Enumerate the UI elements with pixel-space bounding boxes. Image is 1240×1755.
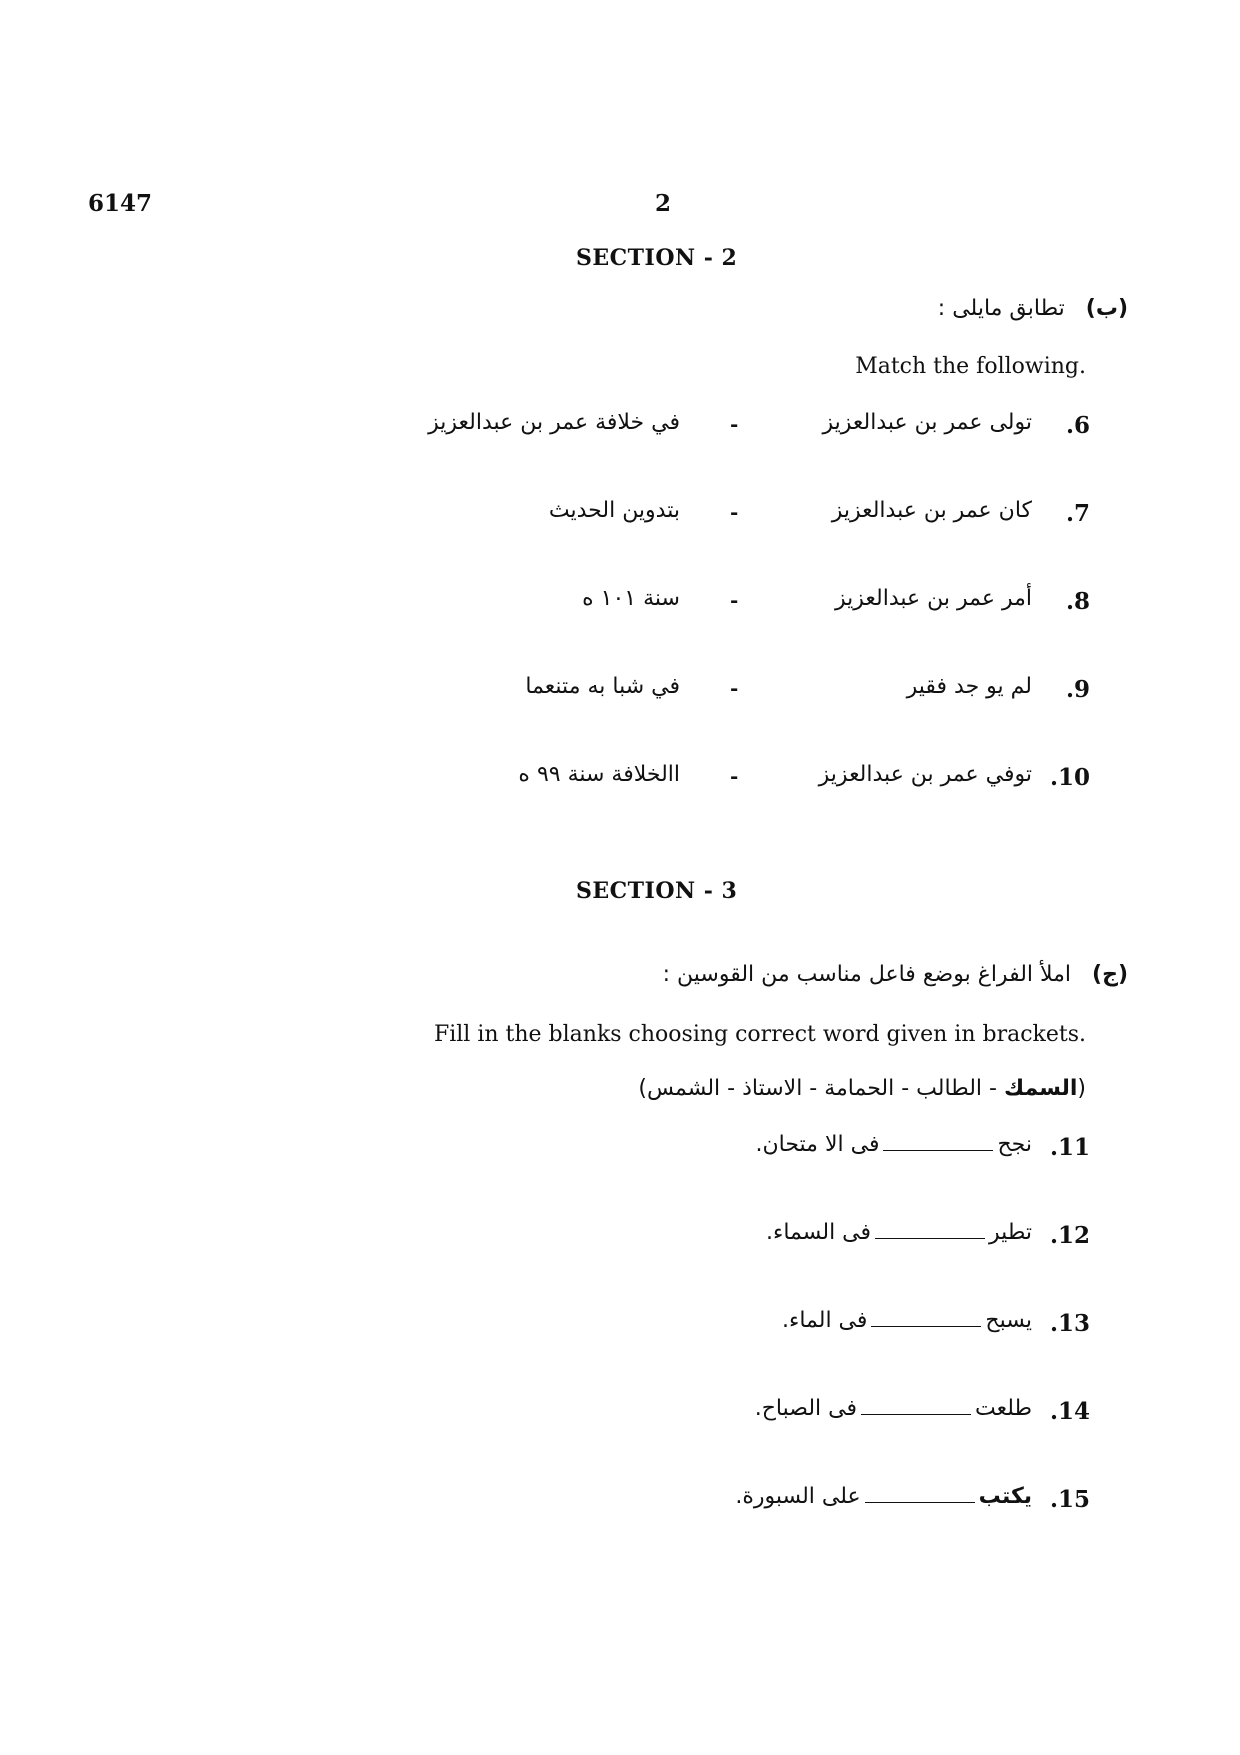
page-number: 2 <box>655 190 672 217</box>
section-2-instruction-ar: تطابق مايلی : <box>937 296 1065 321</box>
section-2-instruction-en: Match the following. <box>855 354 1086 379</box>
blank-sentence <box>755 1396 1032 1421</box>
question-number: .13 <box>1049 1310 1090 1337</box>
sentence-before: تطير <box>989 1220 1032 1245</box>
section-2-label: (ب) <box>1085 296 1128 321</box>
sentence-after: فی الصباح. <box>754 1396 857 1421</box>
match-dash: - <box>730 676 739 700</box>
question-number: .12 <box>1049 1222 1090 1249</box>
section-3-label: (ج) <box>1092 962 1128 987</box>
match-dash: - <box>730 500 739 524</box>
match-left-item: تولی عمر بن عبدالعزیز <box>822 410 1032 435</box>
match-left-item: کان عمر بن عبدالعزیز <box>831 498 1032 523</box>
answer-blank <box>883 1150 993 1151</box>
blank-sentence <box>755 1132 1032 1157</box>
paper-code: 6147 <box>88 190 153 217</box>
word-options <box>638 1076 1086 1101</box>
match-dash: - <box>730 764 739 788</box>
match-dash: - <box>730 588 739 612</box>
sentence-before: يسبح <box>985 1308 1032 1333</box>
match-right-item: سنة ١٠١ ه <box>582 586 680 611</box>
option-words-rest: - الطالب - الحمامة - الاستاذ - الشمس <box>646 1076 1004 1101</box>
question-number: .14 <box>1049 1398 1090 1425</box>
match-dash: - <box>730 412 739 436</box>
match-right-item: بتدوين الحديث <box>548 498 680 523</box>
sentence-before: يكتب <box>978 1484 1032 1509</box>
match-right-item: في شبا به متنعما <box>525 674 680 699</box>
question-number: .10 <box>1049 764 1090 791</box>
question-number: .6 <box>1065 412 1090 439</box>
blank-sentence <box>766 1220 1032 1245</box>
question-number: .9 <box>1065 676 1090 703</box>
section-3-instruction-ar-line <box>663 962 1128 987</box>
section-3-instruction-ar: املأ الفراغ بوضع فاعل مناسب من القوسين : <box>662 962 1072 987</box>
section-3-instruction-en: Fill in the blanks choosing correct word given in brackets. <box>433 1022 1086 1047</box>
sentence-before: طلعت <box>974 1396 1032 1421</box>
blank-sentence <box>735 1484 1032 1509</box>
option-word-first: السمك <box>1003 1076 1078 1101</box>
answer-blank <box>875 1238 985 1239</box>
answer-blank <box>871 1326 981 1327</box>
question-number: .7 <box>1065 500 1090 527</box>
sentence-before: نجح <box>997 1132 1032 1157</box>
question-number: .8 <box>1065 588 1090 615</box>
match-left-item: أمر عمر بن عبدالعزیز <box>834 586 1032 611</box>
section-2-heading: SECTION - 2 <box>576 245 738 271</box>
sentence-after: فی السماء. <box>765 1220 872 1245</box>
sentence-after: فی الماء. <box>781 1308 868 1333</box>
match-right-item: في خلافة عمر بن عبدالعزيز <box>428 410 680 435</box>
sentence-after: فی الا متحان. <box>755 1132 880 1157</box>
question-number: .11 <box>1049 1134 1090 1161</box>
match-right-item: االخلافة سنة ٩٩ ه <box>518 762 680 787</box>
section-3-heading: SECTION - 3 <box>576 878 738 904</box>
answer-blank <box>861 1414 971 1415</box>
options-close-bracket: ) <box>638 1076 647 1101</box>
blank-sentence <box>782 1308 1032 1333</box>
options-open-bracket: ( <box>1077 1076 1086 1101</box>
match-left-item: توفي عمر بن عبدالعزیز <box>818 762 1032 787</box>
question-number: .15 <box>1049 1486 1090 1513</box>
sentence-after: على السبورة. <box>735 1484 861 1509</box>
section-2-instruction-ar-line <box>938 296 1128 321</box>
answer-blank <box>865 1502 975 1503</box>
match-left-item: لم يو جد فقير <box>906 674 1032 699</box>
